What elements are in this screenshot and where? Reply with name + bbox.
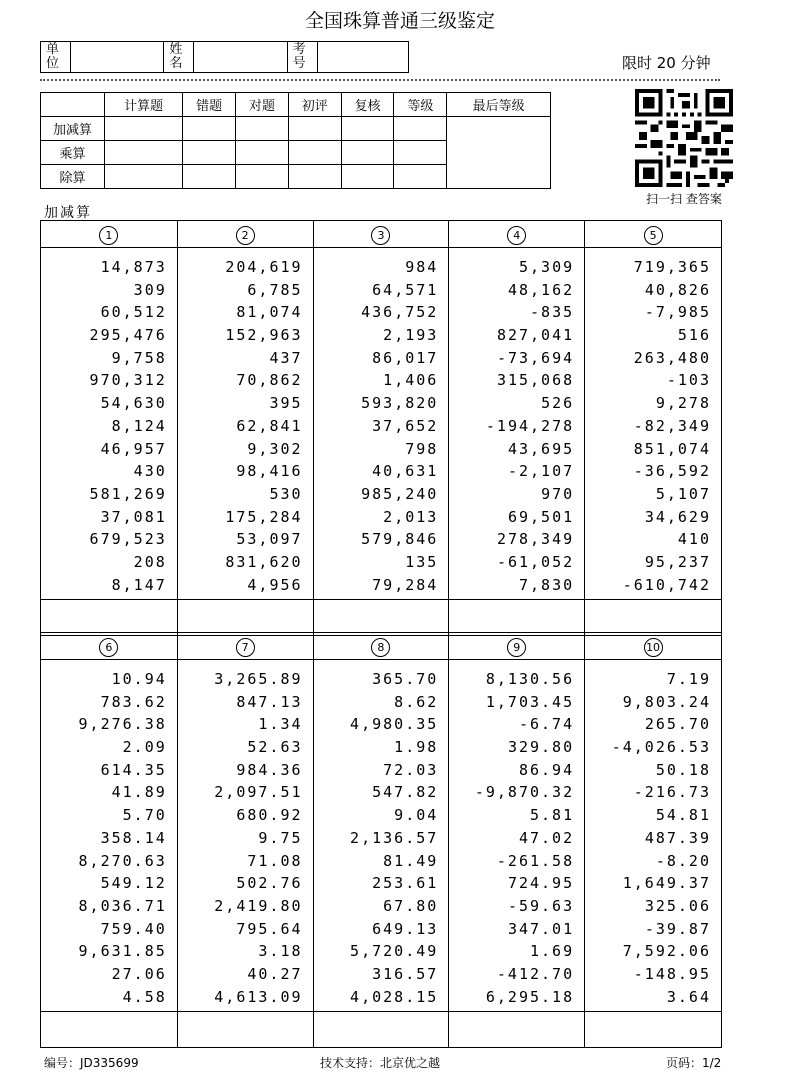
problem-value: 40,631 — [372, 462, 439, 481]
problem-value: -412.70 — [496, 964, 575, 983]
problem-value: 81.49 — [383, 851, 439, 870]
problem-value: 9.04 — [394, 806, 439, 825]
problem-value: 1,406 — [383, 371, 439, 390]
score-header: 初评 — [288, 93, 341, 117]
answer-cell[interactable] — [449, 600, 585, 636]
problem-value: 86,017 — [372, 348, 439, 367]
problem-value: 2,419.80 — [214, 896, 303, 915]
score-cell[interactable] — [183, 141, 236, 165]
problem-value: 4.58 — [122, 987, 167, 1006]
score-cell[interactable] — [183, 165, 236, 189]
problem-value: 6,295.18 — [485, 987, 575, 1006]
problem-column — [41, 248, 178, 600]
unit-field[interactable] — [71, 42, 164, 72]
problem-value: 41.89 — [111, 783, 167, 802]
problem-value: 502.76 — [236, 874, 303, 893]
problem-value: 410 — [677, 530, 711, 549]
problem-number — [449, 221, 585, 248]
problem-number — [177, 221, 313, 248]
final-grade-cell[interactable] — [447, 117, 551, 189]
problem-value: -59.63 — [507, 896, 575, 915]
problem-value: -610,742 — [622, 575, 711, 594]
score-cell[interactable] — [394, 141, 447, 165]
answer-cell[interactable] — [41, 1012, 178, 1048]
candidate-info-box — [40, 41, 409, 73]
problem-value: 970 — [541, 484, 575, 503]
problem-value: 71.08 — [247, 851, 303, 870]
score-cell[interactable] — [288, 165, 341, 189]
problem-number-label: 5 — [644, 226, 663, 245]
problem-value: 547.82 — [372, 783, 439, 802]
problem-value: 5,107 — [655, 484, 711, 503]
exam-no-label: 考 号 — [288, 42, 318, 72]
footer-page: 页码：1/2 — [666, 1056, 722, 1070]
problem-value: 649.13 — [372, 919, 439, 938]
score-header: 等级 — [394, 93, 447, 117]
problem-value: 5.81 — [530, 806, 575, 825]
problem-value: 70,862 — [236, 371, 303, 390]
problem-value: 798 — [405, 439, 439, 458]
problem-value: 984.36 — [236, 760, 303, 779]
problem-value: 847.13 — [236, 692, 303, 711]
name-label: 姓 名 — [164, 42, 194, 72]
problem-column — [313, 248, 449, 600]
problem-value: 67.80 — [383, 896, 439, 915]
problem-group-1 — [40, 220, 722, 636]
problem-value: 8,036.71 — [78, 896, 167, 915]
score-header: 计算题 — [105, 93, 183, 117]
problem-value: 3.64 — [666, 987, 711, 1006]
problem-value: 47.02 — [518, 828, 575, 847]
problem-value: 62,841 — [236, 416, 303, 435]
score-header: 复核 — [341, 93, 394, 117]
problem-value: 680.92 — [236, 806, 303, 825]
answer-cell[interactable] — [177, 600, 313, 636]
problem-value: 52.63 — [247, 738, 303, 757]
unit-label: 单 位 — [41, 42, 71, 72]
problem-value: 1.69 — [530, 942, 575, 961]
problem-value: 8.62 — [394, 692, 439, 711]
problem-value: 5,309 — [519, 258, 575, 276]
problem-value: -82,349 — [633, 416, 711, 435]
problem-number-label: 8 — [371, 638, 390, 657]
problem-column — [313, 660, 449, 1012]
problem-number — [177, 633, 313, 660]
score-row-label: 加减算 — [41, 117, 105, 141]
problem-number-label: 1 — [99, 226, 118, 245]
problem-value: 265.70 — [644, 715, 711, 734]
problem-value: 831,620 — [225, 552, 303, 571]
problem-value: 40.27 — [247, 964, 303, 983]
score-cell[interactable] — [105, 141, 183, 165]
problem-value: 3.18 — [258, 942, 303, 961]
problem-value: 3,265.89 — [214, 670, 303, 688]
problem-number-label: 9 — [507, 638, 526, 657]
score-cell[interactable] — [341, 141, 394, 165]
problem-value: 581,269 — [89, 484, 167, 503]
problem-value: 4,956 — [247, 575, 303, 594]
problem-value: 783.62 — [100, 692, 167, 711]
problem-value: 9.75 — [258, 828, 303, 847]
footer-code: 编号：JD335699 — [44, 1056, 139, 1070]
problem-value: 37,081 — [100, 507, 167, 526]
answer-cell[interactable] — [41, 600, 178, 636]
page-title: 全国珠算普通三级鉴定 — [304, 10, 495, 32]
problem-value: 7.19 — [666, 670, 711, 688]
problem-value: 175,284 — [225, 507, 303, 526]
problem-column — [449, 248, 585, 600]
problem-value: 1,649.37 — [622, 874, 711, 893]
problem-value: 81,074 — [236, 303, 303, 322]
problem-value: 2,136.57 — [350, 828, 439, 847]
problem-value: 6,785 — [247, 280, 303, 299]
problem-value: 72.03 — [383, 760, 439, 779]
problem-value: 79,284 — [372, 575, 439, 594]
problem-value: 37,652 — [372, 416, 439, 435]
score-row-label: 乘算 — [41, 141, 105, 165]
problem-number-label: 2 — [236, 226, 255, 245]
score-cell[interactable] — [105, 117, 183, 141]
answer-cell[interactable] — [177, 1012, 313, 1048]
problem-value: 759.40 — [100, 919, 167, 938]
problem-value: 5.70 — [122, 806, 167, 825]
answer-cell[interactable] — [585, 600, 722, 636]
problem-value: 329.80 — [507, 738, 575, 757]
problem-value: 9,758 — [111, 348, 167, 367]
problem-value: 46,957 — [100, 439, 167, 458]
problem-value: 516 — [677, 326, 711, 345]
score-cell[interactable] — [236, 165, 289, 189]
problem-value: 8,270.63 — [78, 851, 167, 870]
problem-value: 48,162 — [507, 280, 575, 299]
problem-number — [313, 221, 449, 248]
problem-number-label: 4 — [507, 226, 526, 245]
problem-value: 263,480 — [633, 348, 711, 367]
problem-value: 53,097 — [236, 530, 303, 549]
problem-number — [313, 633, 449, 660]
problem-value: -194,278 — [485, 416, 575, 435]
problem-value: 984 — [405, 258, 439, 276]
problem-column — [41, 660, 178, 1012]
problem-value: 2,193 — [383, 326, 439, 345]
problem-value: -7,985 — [644, 303, 711, 322]
name-field[interactable] — [194, 42, 287, 72]
problem-value: 579,846 — [361, 530, 439, 549]
problem-value: 8,130.56 — [485, 670, 575, 688]
problem-value: 358.14 — [100, 828, 167, 847]
problem-value: 365.70 — [372, 670, 439, 688]
problem-number — [585, 633, 722, 660]
problem-value: 827,041 — [496, 326, 575, 345]
problem-number — [41, 221, 178, 248]
problem-value: 309 — [133, 280, 167, 299]
problem-value: 795.64 — [236, 919, 303, 938]
problem-value: 4,028.15 — [350, 987, 439, 1006]
score-cell[interactable] — [183, 117, 236, 141]
time-limit: 限时 20 分钟 — [622, 54, 711, 72]
problem-value: 278,349 — [496, 530, 575, 549]
problem-value: 5,720.49 — [350, 942, 439, 961]
score-header: 最后等级 — [447, 93, 551, 117]
answer-cell[interactable] — [313, 600, 449, 636]
problem-value: 98,416 — [236, 462, 303, 481]
problem-value: 253.61 — [372, 874, 439, 893]
score-cell[interactable] — [341, 165, 394, 189]
problem-value: 204,619 — [225, 258, 303, 276]
problem-value: 530 — [269, 484, 303, 503]
problem-value: 95,237 — [644, 552, 711, 571]
problem-value: 8,124 — [111, 416, 167, 435]
problem-value: 9,278 — [655, 394, 711, 413]
problem-value: 9,631.85 — [78, 942, 167, 961]
problem-value: -835 — [530, 303, 575, 322]
problem-value: 325.06 — [644, 896, 711, 915]
problem-value: 985,240 — [361, 484, 439, 503]
exam-no-field[interactable] — [318, 42, 408, 72]
problem-value: 2.09 — [122, 738, 167, 757]
answer-cell[interactable] — [449, 1012, 585, 1048]
problem-value: 7,592.06 — [622, 942, 711, 961]
problem-value: 10.94 — [111, 670, 167, 688]
problem-value: 315,068 — [496, 371, 575, 390]
problem-number-label: 7 — [236, 638, 255, 657]
problem-value: 295,476 — [89, 326, 167, 345]
score-table — [40, 92, 551, 189]
problem-value: -6.74 — [518, 715, 575, 734]
problem-number — [585, 221, 722, 248]
problem-value: 487.39 — [644, 828, 711, 847]
problem-group-2 — [40, 632, 722, 1048]
problem-value: -9,870.32 — [474, 783, 575, 802]
problem-value: 436,752 — [361, 303, 439, 322]
problem-number-label: 10 — [644, 638, 663, 657]
problem-value: 60,512 — [100, 303, 167, 322]
score-cell[interactable] — [236, 117, 289, 141]
problem-value: 526 — [541, 394, 575, 413]
problem-value: 851,074 — [633, 439, 711, 458]
problem-value: 679,523 — [89, 530, 167, 549]
score-cell[interactable] — [394, 165, 447, 189]
problem-number — [449, 633, 585, 660]
problem-value: 64,571 — [372, 280, 439, 299]
problem-value: 152,963 — [225, 326, 303, 345]
problem-value: -73,694 — [496, 348, 575, 367]
score-cell[interactable] — [394, 117, 447, 141]
problem-value: -2,107 — [507, 462, 575, 481]
problem-value: 135 — [405, 552, 439, 571]
problem-value: 719,365 — [633, 258, 711, 276]
problem-value: 208 — [133, 552, 167, 571]
problem-value: 593,820 — [361, 394, 439, 413]
score-header: 错题 — [183, 93, 236, 117]
problem-value: -103 — [666, 371, 711, 390]
problem-column — [449, 660, 585, 1012]
problem-value: 9,302 — [247, 439, 303, 458]
problem-value: 1.34 — [258, 715, 303, 734]
problem-value: -4,026.53 — [611, 738, 711, 757]
problem-value: 69,501 — [507, 507, 575, 526]
problem-value: 347.01 — [507, 919, 575, 938]
problem-value: 4,980.35 — [350, 715, 439, 734]
problem-value: 14,873 — [100, 258, 167, 276]
score-cell[interactable] — [288, 117, 341, 141]
problem-value: 27.06 — [111, 964, 167, 983]
problem-value: 86.94 — [518, 760, 575, 779]
problem-column — [177, 248, 313, 600]
problem-value: 9,276.38 — [78, 715, 167, 734]
problem-value: 614.35 — [100, 760, 167, 779]
problem-value: -8.20 — [655, 851, 711, 870]
problem-number-label: 6 — [99, 638, 118, 657]
score-cell[interactable] — [341, 117, 394, 141]
section-title: 加减算 — [44, 205, 92, 221]
score-header: 对题 — [236, 93, 289, 117]
problem-value: 8,147 — [111, 575, 167, 594]
score-cell[interactable] — [236, 141, 289, 165]
problem-column — [585, 248, 722, 600]
problem-value: 54,630 — [100, 394, 167, 413]
problem-value: 2,097.51 — [214, 783, 303, 802]
problem-column — [177, 660, 313, 1012]
problem-value: -61,052 — [496, 552, 575, 571]
problem-value: 2,013 — [383, 507, 439, 526]
score-cell[interactable] — [105, 165, 183, 189]
qr-caption: 扫一扫 查答案 — [646, 192, 722, 206]
problem-value: 50.18 — [655, 760, 711, 779]
problem-value: -36,592 — [633, 462, 711, 481]
score-row-label: 除算 — [41, 165, 105, 189]
problem-value: 40,826 — [644, 280, 711, 299]
problem-value: -148.95 — [633, 964, 711, 983]
answer-cell[interactable] — [313, 1012, 449, 1048]
problem-value: 1.98 — [394, 738, 439, 757]
problem-value: 4,613.09 — [214, 987, 303, 1006]
problem-value: 437 — [269, 348, 303, 367]
problem-value: 34,629 — [644, 507, 711, 526]
problem-value: 43,695 — [507, 439, 575, 458]
score-header — [41, 93, 105, 117]
problem-value: 395 — [269, 394, 303, 413]
problem-value: 7,830 — [519, 575, 575, 594]
answer-cell[interactable] — [585, 1012, 722, 1048]
problem-value: 9,803.24 — [622, 692, 711, 711]
footer-support: 技术支持：北京优之越 — [320, 1056, 441, 1070]
problem-value: 316.57 — [372, 964, 439, 983]
problem-value: 430 — [133, 462, 167, 481]
problem-value: 54.81 — [655, 806, 711, 825]
problem-number-label: 3 — [371, 226, 390, 245]
score-cell[interactable] — [288, 141, 341, 165]
problem-value: 1,703.45 — [485, 692, 575, 711]
problem-value: 724.95 — [507, 874, 575, 893]
problem-value: -261.58 — [496, 851, 575, 870]
problem-value: -39.87 — [644, 919, 711, 938]
qr-code-icon[interactable] — [635, 89, 733, 187]
problem-value: 549.12 — [100, 874, 167, 893]
problem-value: -216.73 — [633, 783, 711, 802]
problem-number — [41, 633, 178, 660]
cut-line — [40, 79, 720, 81]
problem-column — [585, 660, 722, 1012]
problem-value: 970,312 — [89, 371, 167, 390]
